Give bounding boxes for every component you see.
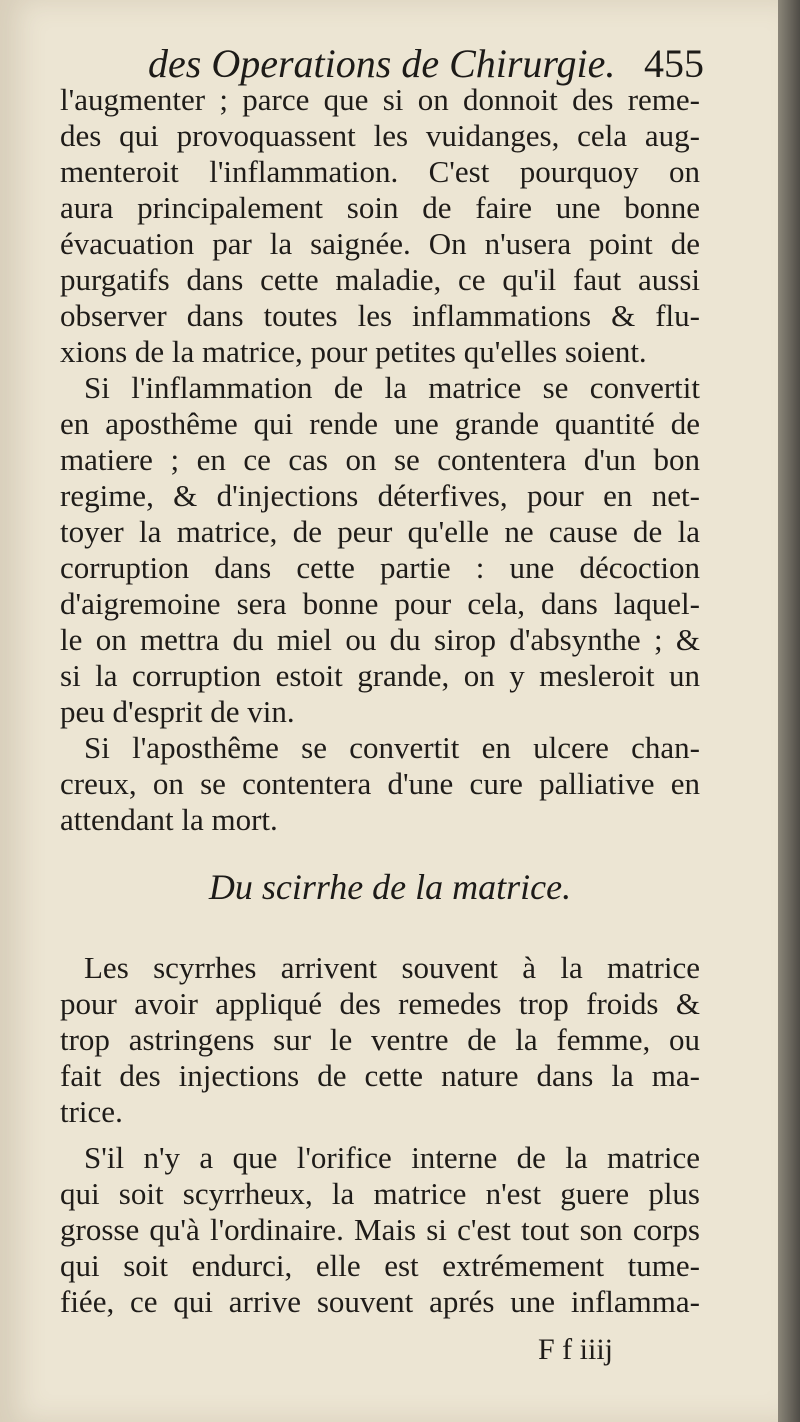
text-line: peu d'esprit de vin. [60,694,295,729]
text-line: pour avoir appliqué des remedes trop froids & [60,986,700,1021]
text-line: grosse qu'à l'ordinaire. Mais si c'est tout son corps [60,1212,700,1247]
text-line: qui soit scyrrheux, la matrice n'est guere plus [60,1176,700,1211]
text-line: fiée, ce qui arrive souvent aprés une inflamma- [60,1284,700,1319]
page-number: 455 [644,41,704,86]
running-title: des Operations de Chirurgie. [148,41,616,86]
text-line: trop astringens sur le ventre de la femme, ou [60,1022,700,1057]
text-line: corruption dans cette partie : une décoction [60,550,700,585]
text-line: toyer la matrice, de peur qu'elle ne cause de la [60,514,700,549]
text-line: trice. [60,1094,123,1129]
text-line: creux, on se contentera d'une cure palliative en [60,766,700,801]
text-line: purgatifs dans cette maladie, ce qu'il faut aussi [60,262,700,297]
text-line: Si l'aposthême se convertit en ulcere chan- [84,730,700,765]
text-line: regime, & d'injections déterfives, pour en net- [60,478,700,513]
text-line: qui soit endurci, elle est extrémement tume- [60,1248,700,1283]
text-line: observer dans toutes les inflammations & flu- [60,298,700,333]
text-line: attendant la mort. [60,802,278,837]
text-line: aura principalement soin de faire une bonne [60,190,700,225]
text-line: d'aigremoine sera bonne pour cela, dans laquel- [60,586,700,621]
book-edge [778,0,800,1422]
text-line: des qui provoquassent les vuidanges, cela aug- [60,118,700,153]
text-line: Les scyrrhes arrivent souvent à la matrice [84,950,700,985]
text-line: matiere ; en ce cas on se contentera d'un bon [60,442,700,477]
text-line: évacuation par la saignée. On n'usera point de [60,226,700,261]
text-line: l'augmenter ; parce que si on donnoit des reme- [60,82,700,117]
text-line: en aposthême qui rende une grande quantité de [60,406,700,441]
text-line: si la corruption estoit grande, on y mesleroit un [60,658,700,693]
text-line: S'il n'y a que l'orifice interne de la matrice [84,1140,700,1175]
text-line: Si l'inflammation de la matrice se convertit [84,370,700,405]
section-heading: Du scirrhe de la matrice. [208,867,572,907]
text-line: le on mettra du miel ou du sirop d'absynthe ; & [60,622,700,657]
text-line: xions de la matrice, pour petites qu'elles soient. [60,334,647,369]
signature-mark: F f iiij [538,1333,614,1366]
text-line: fait des injections de cette nature dans la ma- [60,1058,700,1093]
text-line: menteroit l'inflammation. C'est pourquoy on [60,154,700,189]
